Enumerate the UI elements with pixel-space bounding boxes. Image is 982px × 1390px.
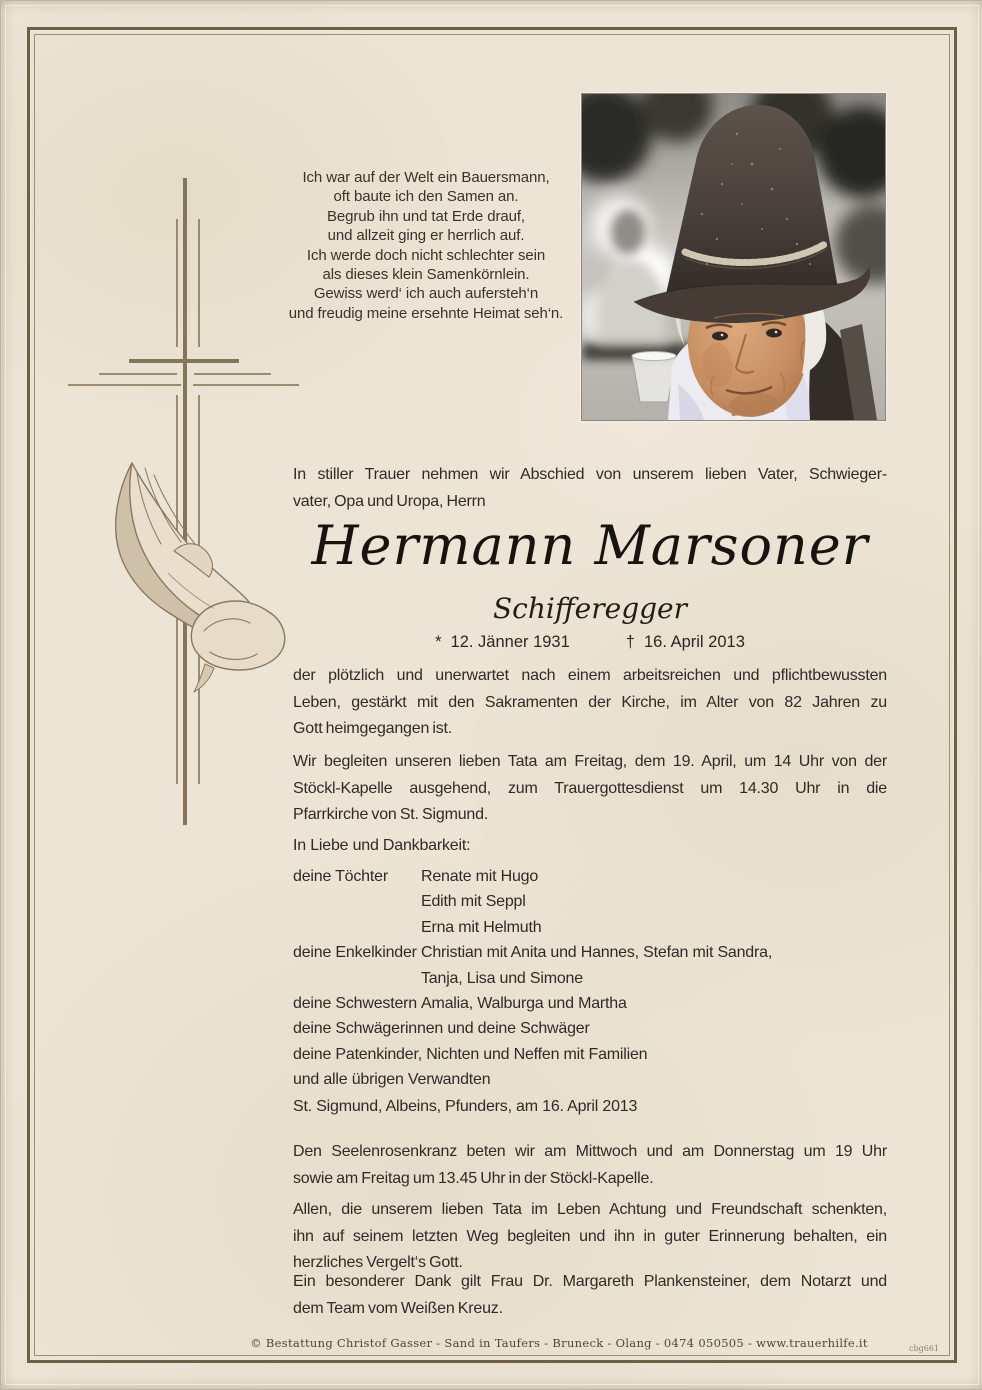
portrait-photo-image <box>582 94 885 420</box>
funeral-details-paragraph <box>293 749 887 829</box>
birth-star-icon: * <box>435 633 442 651</box>
cross-horizontal-mid-left <box>99 373 177 375</box>
deceased-name: Hermann Marsoner <box>311 514 869 577</box>
death-date: † 16. April 2013 <box>625 633 745 651</box>
text-line: Erna mit Helmuth <box>421 918 542 936</box>
text-line: Gott heimgegangen ist. <box>293 720 453 737</box>
text-line: Leben, gestärkt mit den Sakramenten der Kirche, im Alter von 82 Jahren zu <box>293 693 887 711</box>
text-line: Ich werde doch nicht schlechter sein <box>306 246 546 264</box>
cross-horizontal-long-right <box>193 384 299 386</box>
text-line: und freudig meine ersehnte Heimat seh‘n. <box>288 304 564 322</box>
family-extra-line: deine Schwägerinnen und deine Schwäger <box>293 1020 590 1038</box>
deceased-vulgo-name: Schifferegger <box>492 592 688 625</box>
text-line: Ein besonderer Dank gilt Frau Dr. Margareth Plankensteiner, dem Notarzt und <box>293 1273 887 1290</box>
life-dates <box>253 633 927 652</box>
text-line: herzliches Vergelt‘s Gott. <box>293 1254 463 1271</box>
text-line: als dieses klein Samenkörnlein. <box>322 266 530 284</box>
family-row-daughters: deine Töchter Renate mit Hugo Edith mit Seppl Erna mit Helmuth <box>293 864 893 940</box>
rosary-paragraph <box>293 1139 887 1192</box>
text-line: Begrub ihn und tat Erde drauf, <box>327 207 525 225</box>
text-line: Pfarrkirche von St. Sigmund. <box>293 806 489 823</box>
text-line: In stiller Trauer nehmen wir Abschied von unserem lieben Vater, Schwieger- <box>293 466 887 483</box>
text-line: und allzeit ging er herrlich auf. <box>327 227 525 245</box>
text-line: vater, Opa und Uropa, Herrn <box>293 492 486 510</box>
cross-horizontal-main <box>129 359 239 363</box>
family-row-sisters: deine Schwestern Amalia, Walburga und Martha <box>293 991 893 1016</box>
text-line: ihn auf seinem letzten Weg begleiten und ihn in guter Erinnerung behalten, ein <box>293 1227 887 1245</box>
text-line: Gewiss werd‘ ich auch aufersteh‘n <box>313 285 539 303</box>
special-thanks-paragraph <box>293 1269 887 1322</box>
text-line: Tanja, Lisa und Simone <box>421 969 583 987</box>
family-extra-line: deine Patenkinder, Nichten und Neffen mit Familien <box>293 1045 648 1063</box>
cross-vertical-left-upper <box>176 219 178 347</box>
text-line: Den Seelenrosenkranz beten wir am Mittwoch und am Donnerstag um 19 Uhr <box>293 1143 887 1160</box>
family-heading: In Liebe und Dankbarkeit: <box>293 837 471 854</box>
birth-date: * 12. Jänner 1931 <box>435 633 570 651</box>
memorial-poem <box>258 168 594 323</box>
death-circumstances-paragraph <box>293 663 887 743</box>
funeral-home-footer: © Bestattung Christof Gasser - Sand in Taufers - Bruneck - Olang - 0474 050505 - www.trauerhilfe.it <box>250 1336 868 1350</box>
text-line: oft baute ich den Samen an. <box>333 188 519 206</box>
family-row-grandchildren: deine Enkelkinder Christian mit Anita und Hannes, Stefan mit Sandra, Tanja, Lisa und Simone <box>293 940 893 991</box>
text-line: Christian mit Anita und Hannes, Stefan mit Sandra, <box>421 944 773 962</box>
text-line: Ich war auf der Welt ein Bauersmann, <box>302 169 550 186</box>
death-cross-icon: † <box>625 633 635 651</box>
text-line: dem Team vom Weißen Kreuz. <box>293 1299 503 1317</box>
text-line: Edith mit Seppl <box>421 893 526 911</box>
family-list <box>293 864 893 1093</box>
print-code: cbg661 <box>909 1344 939 1353</box>
text-line: Amalia, Walburga und Martha <box>421 995 627 1013</box>
text-line: Wir begleiten unseren lieben Tata am Freitag, dem 19. April, um 14 Uhr von der <box>293 753 887 770</box>
text-line: sowie am Freitag um 13.45 Uhr in der Stöckl-Kapelle. <box>293 1169 654 1187</box>
intro-paragraph <box>293 462 887 515</box>
cross-horizontal-mid-right <box>194 373 271 375</box>
text-line: Allen, die unserem lieben Tata im Leben Achtung und Freundschaft schenkten, <box>293 1201 887 1218</box>
places-and-date-line: St. Sigmund, Albeins, Pfunders, am 16. April 2013 <box>293 1098 638 1115</box>
text-line: der plötzlich und unerwartet nach einem arbeitsreichen und pflichtbewussten <box>293 667 887 684</box>
text-line: Stöckl-Kapelle ausgehend, zum Trauergottesdienst um 14.30 Uhr in die <box>293 779 887 797</box>
portrait-photo <box>581 93 886 421</box>
text-line: Renate mit Hugo <box>421 868 539 885</box>
thanks-paragraph <box>293 1197 887 1277</box>
cross-horizontal-long-left <box>68 384 181 386</box>
family-extra-line: und alle übrigen Verwandten <box>293 1071 491 1089</box>
cross-vertical-right-upper <box>198 219 200 347</box>
